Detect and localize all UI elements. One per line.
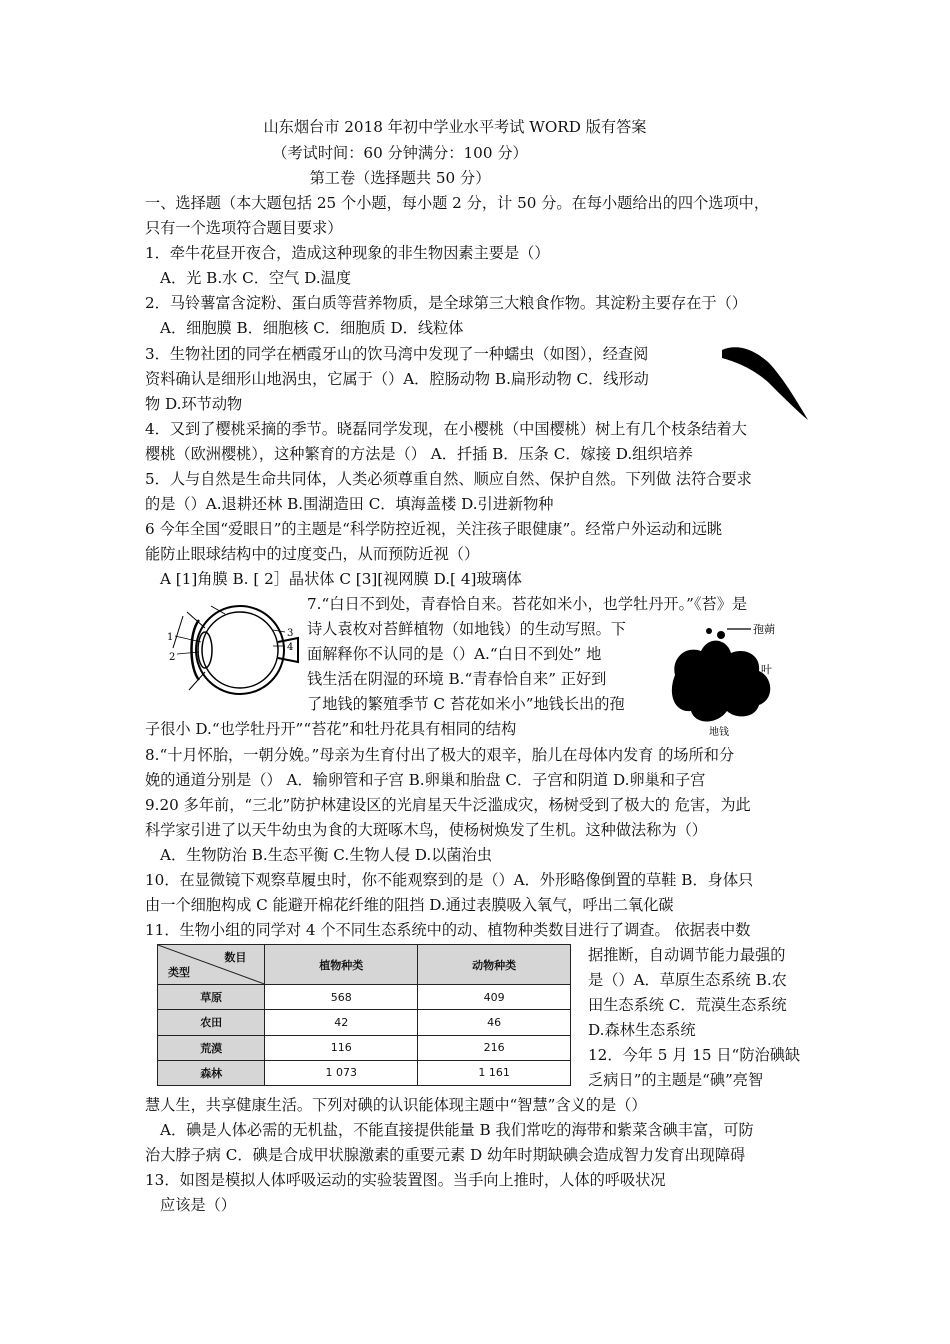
table-cell-type: 森林: [158, 1060, 265, 1085]
question-5: 5．人与自然是生命共同体，人类必须尊重自然、顺应自然、保护自然。下列做 法符合要求: [145, 470, 752, 488]
eye-label-2: 2: [169, 652, 176, 663]
table-cell-animals: 46: [418, 1010, 571, 1035]
question-4: 樱桃（欧洲樱桃），这种繁育的方法是（） A．扦插 B．压条 C．嫁接 D.组织培养: [145, 445, 693, 463]
table-row: [158, 1060, 571, 1085]
question-10: 由一个细胞构成 C 能避开棉花纤维的阻挡 D.通过表膜吸入氧气，呼出二氧化碳: [145, 896, 674, 914]
question-8: 8.“十月怀胎，一朝分娩。”母亲为生育付出了极大的艰辛，胎儿在母体内发育 的场所和分: [145, 746, 735, 764]
question-11: 是（）A．草原生态系统 B.农: [588, 971, 787, 989]
table-cell-type: 草原: [158, 985, 265, 1010]
question-9: 科学家引进了以天牛幼虫为食的大斑啄木鸟，使杨树焕发了生机。这种做法称为（）: [145, 821, 707, 839]
section-intro-line: 只有一个选项符合题目要求）: [145, 219, 343, 237]
table-cell-plants: 1 073: [265, 1060, 418, 1085]
eye-label-3: 3: [287, 628, 294, 639]
table-row: [158, 985, 571, 1010]
liverwort-label-leaf: 叶: [761, 663, 772, 676]
table-header-count: 数目: [224, 951, 247, 964]
table-header-type: 类型: [168, 966, 190, 979]
question-6: 6 今年全国“爱眼日”的主题是“科学防控近视，关注孩子眼健康”。经常户外运动和远眺: [145, 520, 723, 538]
question-13: 应该是（）: [160, 1196, 236, 1214]
flatworm-figure: [716, 340, 812, 426]
liverwort-figure: [665, 615, 785, 737]
question-6: 能防止眼球结构中的过度变凸，从而预防近视（）: [145, 545, 480, 563]
question-4: 4．又到了樱桃采摘的季节。晓磊同学发现，在小樱桃（中国樱桃）树上有几个枝条结着大: [145, 420, 747, 438]
question-7: 钱生活在阴湿的环境 B.“青春恰自来” 正好到: [307, 670, 607, 688]
table-col-plants: 植物种类: [265, 945, 418, 985]
eye-label-1: 1: [167, 632, 174, 643]
table-cell-animals: 216: [418, 1035, 571, 1060]
question-7: 面解释你不认同的是（）A.“白日不到处” 地: [307, 645, 602, 663]
question-10: 10．在显微镜下观察草履虫时，你不能观察到的是（）A．外形略像倒置的草鞋 B．身体只: [145, 871, 754, 889]
liverwort-caption: 地钱: [709, 727, 729, 737]
question-3: 资料确认是细形山地涡虫，它属于（）A．腔肠动物 B.扁形动物 C．线形动: [145, 370, 649, 388]
question-7: 子很小 D.“也学牡丹开”“苔花”和牡丹花具有相同的结构: [145, 720, 517, 738]
question-11: D.森林生态系统: [588, 1021, 696, 1039]
question-2: 2．马铃薯富含淀粉、蛋白质等营养物质，是全球第三大粮食作物。其淀粉主要存在于（）: [145, 294, 747, 312]
table-cell-plants: 568: [265, 985, 418, 1010]
doc-title: 山东烟台市 2018 年初中学业水平考试 WORD 版有答案: [263, 118, 647, 136]
question-11: 11．生物小组的同学对 4 个不同生态系统中的动、植物种类数目进行了调查。 依据表中数: [145, 921, 751, 939]
question-6-options: A [1]角膜 B. [ 2］晶状体 C [3][视网膜 D.[ 4]玻璃体: [160, 570, 522, 588]
question-7: 7.“白日不到处，青春恰自来。苔花如米小，也学牡丹开。”《苔》是: [307, 595, 748, 613]
table-col-animals: 动物种类: [418, 945, 571, 985]
question-7: 了地钱的繁殖季节 C 苔花如米小”地钱长出的孢: [307, 695, 625, 713]
question-7: 诗人袁枚对苔鲜植物（如地钱）的生动写照。下: [307, 620, 626, 638]
section-intro-line: 一、选择题（本大题包括 25 个小题，每小题 2 分，计 50 分。在每小题给出的四个选项中，: [145, 194, 770, 212]
table-row: [158, 1010, 571, 1035]
ecosystem-species-table: [157, 944, 571, 1086]
table-cell-animals: 409: [418, 985, 571, 1010]
question-3: 物 D.环节动物: [145, 395, 243, 413]
question-12: 慧人生，共享健康生活。下列对碘的认识能体现主题中“智慧”含义的是（）: [145, 1096, 647, 1114]
table-cell-animals: 1 161: [418, 1060, 571, 1085]
question-1: 1．牵牛花昼开夜合，造成这种现象的非生物因素主要是（）: [145, 244, 550, 262]
eye-label-4: 4: [287, 642, 294, 653]
question-5: 的是（）A.退耕还林 B.围湖造田 C．填海盖楼 D.引进新物种: [145, 495, 554, 513]
question-12: 12．今年 5 月 15 日“防治碘缺: [588, 1046, 801, 1064]
eyeball-diagram: [165, 598, 300, 708]
table-cell-plants: 116: [265, 1035, 418, 1060]
table-row: [158, 1035, 571, 1060]
table-cell-type: 荒漠: [158, 1035, 265, 1060]
question-3: 3．生物社团的同学在栖霞牙山的饮马湾中发现了一种蠕虫（如图），经查阅: [145, 345, 649, 363]
question-13: 13．如图是模拟人体呼吸运动的实验装置图。当手向上推时，人体的呼吸状况: [145, 1171, 666, 1189]
table-cell-type: 农田: [158, 1010, 265, 1035]
question-1-options: A．光 B.水 C．空气 D.温度: [160, 269, 352, 287]
question-12-options: 治大脖子病 C．碘是合成甲状腺激素的重要元素 D 幼年时期缺碘会造成智力发育出现障碍: [145, 1146, 746, 1164]
question-12-options: A．碘是人体必需的无机盐，不能直接提供能量 B 我们常吃的海带和紫菜含碘丰富，可防: [160, 1121, 754, 1139]
question-9: 9.20 多年前，“三北”防护林建设区的光肩星天牛泛滥成灾，杨树受到了极大的 危害，为此: [145, 796, 751, 814]
question-11: 田生态系统 C．荒漠生态系统: [588, 996, 787, 1014]
question-11: 据推断，自动调节能力最强的: [588, 946, 786, 964]
liverwort-label-capsule: 孢蒴: [753, 623, 775, 636]
doc-subtitle: （考试时间：60 分钟满分：100 分）: [272, 144, 528, 162]
question-2-options: A．细胞膜 B．细胞核 C．细胞质 D．线粒体: [160, 319, 464, 337]
table-cell-plants: 42: [265, 1010, 418, 1035]
question-8: 娩的通道分别是（） A．输卵管和子宫 B.卵巢和胎盘 C．子宫和阴道 D.卵巢和子宫: [145, 771, 706, 789]
part-heading: 第工卷（选择题共 50 分）: [309, 169, 491, 187]
question-9-options: A．生物防治 B.生态平衡 C.生物人侵 D.以菌治虫: [160, 846, 492, 864]
table-corner-header: [158, 945, 265, 985]
question-12: 乏病日”的主题是“碘”亮智: [588, 1071, 764, 1089]
